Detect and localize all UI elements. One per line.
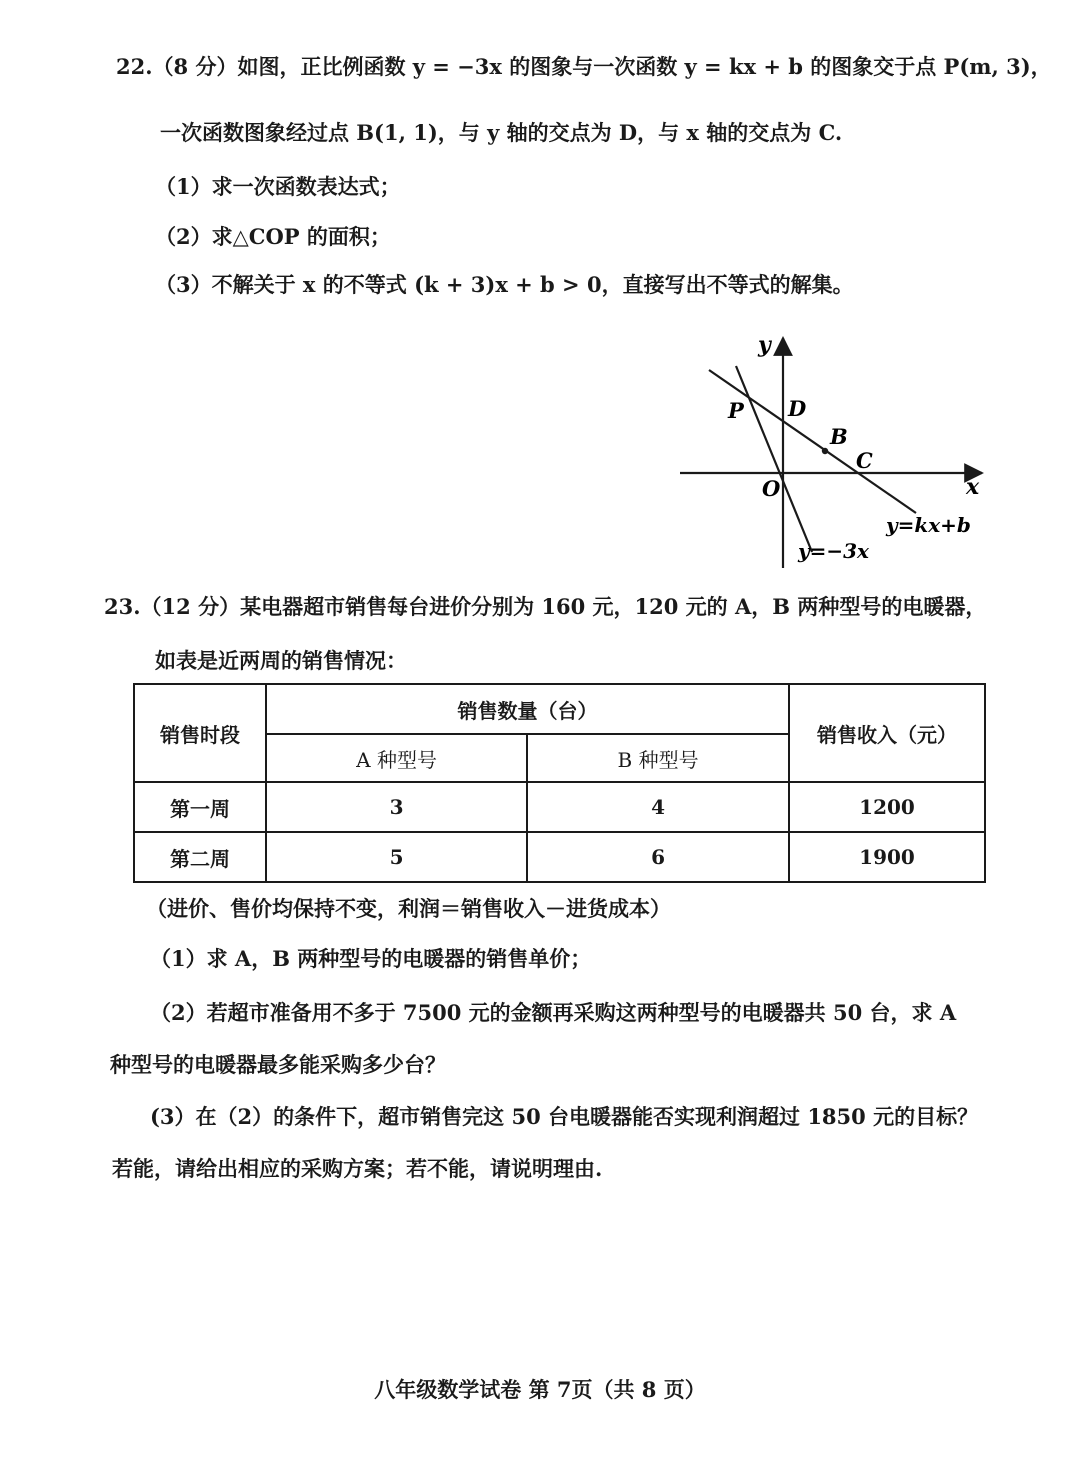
q22-graph (676, 330, 996, 580)
label-line-neg3x: y=−3x (798, 539, 869, 563)
q23-note: （进价、售价均保持不变，利润＝销售收入－进货成本） (146, 896, 671, 921)
label-d: D (788, 396, 807, 421)
q23-stem-line1: 23.（12 分）某电器超市销售每台进价分别为 160 元，120 元的 A，B 两种型号的电暖器， (104, 594, 987, 619)
q22-stem-line1: 22.（8 分）如图，正比例函数 y = −3x 的图象与一次函数 y = kx + b 的图象交于点 P(m, 3)， (116, 54, 1052, 79)
label-c: C (856, 448, 873, 473)
table-row (134, 782, 985, 832)
q22-part2: （2）求△COP 的面积； (155, 224, 391, 249)
sales-table (133, 683, 986, 883)
q22-figure (676, 330, 996, 580)
line-kx-b (709, 370, 916, 513)
q23-part2-line1: （2）若超市准备用不多于 7500 元的金额再采购这两种型号的电暖器共 50 台，求 A (150, 1000, 957, 1025)
line-neg3x (736, 366, 812, 552)
cell-b: 6 (527, 832, 789, 882)
q22-part3: （3）不解关于 x 的不等式 (k + 3)x + b > 0，直接写出不等式的解集。 (155, 272, 854, 297)
q23-part3-line2: 若能，请给出相应的采购方案；若不能，请说明理由. (112, 1156, 603, 1181)
header-type-b: B 种型号 (527, 734, 789, 782)
cell-period: 第二周 (134, 832, 266, 882)
q23-part2-line2: 种型号的电暖器最多能采购多少台？ (110, 1052, 446, 1077)
label-b: B (830, 424, 848, 449)
q22-stem-line2: 一次函数图象经过点 B(1, 1)，与 y 轴的交点为 D，与 x 轴的交点为 C. (160, 120, 843, 145)
cell-revenue: 1900 (789, 832, 985, 882)
cell-revenue: 1200 (789, 782, 985, 832)
cell-a: 3 (266, 782, 527, 832)
point-b (822, 448, 828, 454)
table-row (134, 832, 985, 882)
page-footer: 八年级数学试卷 第 7页（共 8 页） (374, 1377, 706, 1402)
cell-b: 4 (527, 782, 789, 832)
cell-period: 第一周 (134, 782, 266, 832)
q23-part1: （1）求 A，B 两种型号的电暖器的销售单价； (150, 946, 592, 971)
header-revenue: 销售收入（元） (789, 684, 985, 782)
q23-part3-line1: (3）在（2）的条件下，超市销售完这 50 台电暖器能否实现利润超过 1850 元的目标？ (150, 1104, 979, 1129)
label-line-kx-b: y=kx+b (886, 513, 971, 537)
label-o: O (762, 476, 781, 501)
header-type-a: A 种型号 (266, 734, 527, 782)
q23-stem-line2: 如表是近两周的销售情况： (155, 648, 407, 673)
header-period: 销售时段 (134, 684, 266, 782)
label-x: x (966, 474, 980, 500)
label-y: y (758, 332, 771, 358)
cell-a: 5 (266, 832, 527, 882)
label-p: P (728, 398, 744, 423)
header-quantity: 销售数量（台） (266, 684, 789, 734)
q22-part1: （1）求一次函数表达式； (155, 174, 401, 199)
